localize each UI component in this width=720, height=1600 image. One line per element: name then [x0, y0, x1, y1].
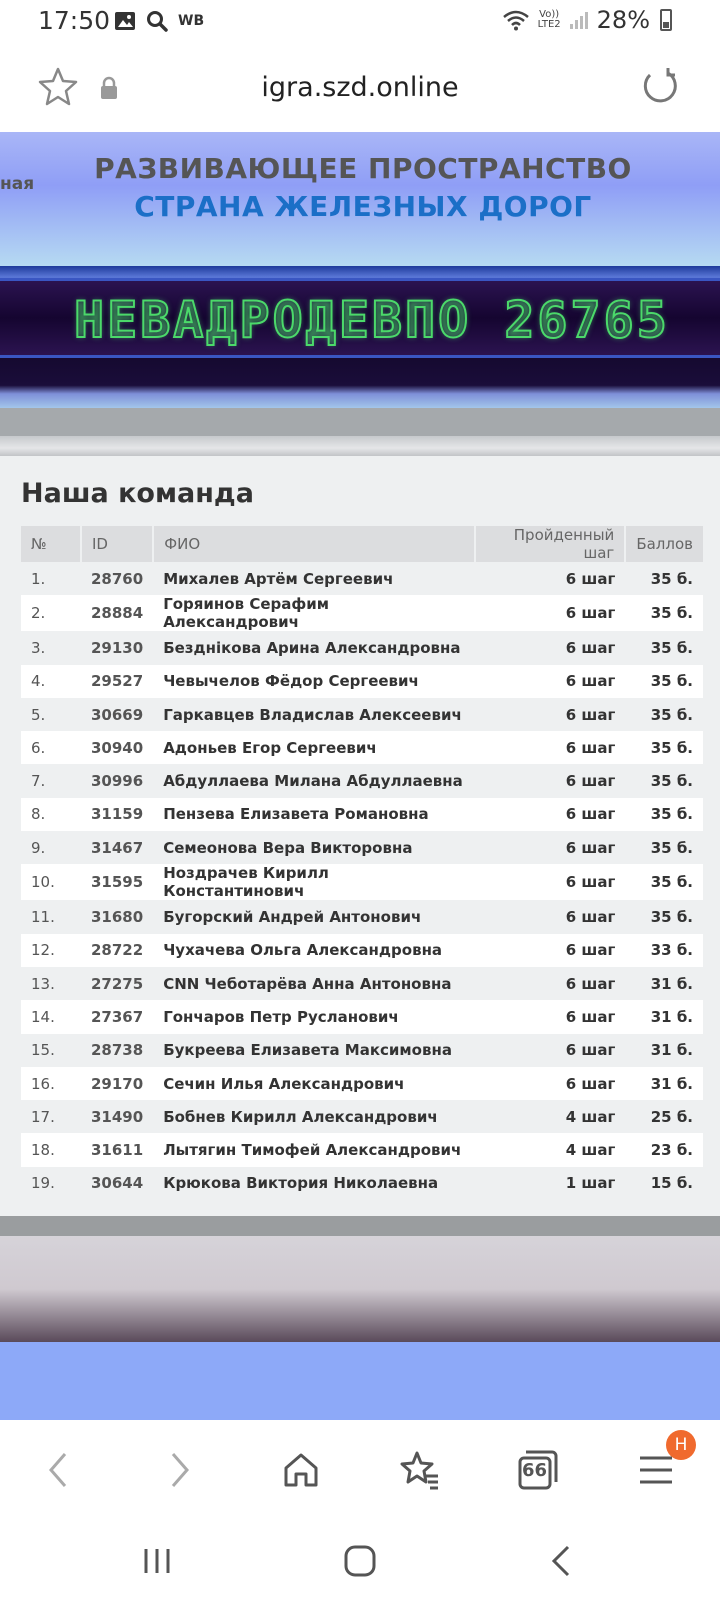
- cell-score: 35 б.: [625, 864, 703, 900]
- cell-score: 35 б.: [625, 731, 703, 764]
- cell-step: 6 шаг: [475, 934, 625, 967]
- search-icon: [146, 10, 168, 32]
- cell-num: 7.: [21, 764, 81, 797]
- cell-step: 6 шаг: [475, 698, 625, 731]
- cell-id: 30669: [81, 698, 153, 731]
- cell-id: 31680: [81, 900, 153, 933]
- cell-score: 33 б.: [625, 934, 703, 967]
- cell-name: Адоньев Егор Сергеевич: [153, 731, 475, 764]
- favorites-button[interactable]: [394, 1444, 446, 1496]
- cell-score: 35 б.: [625, 698, 703, 731]
- cell-num: 18.: [21, 1133, 81, 1166]
- cell-num: 10.: [21, 864, 81, 900]
- gallery-icon: [114, 11, 136, 31]
- cell-name: Горяинов Серафим Александрович: [153, 595, 475, 631]
- cell-step: 6 шаг: [475, 764, 625, 797]
- cell-score: 35 б.: [625, 798, 703, 831]
- footer-blue-area: [0, 1342, 720, 1420]
- footer-band: [0, 1216, 720, 1236]
- table-row: [21, 864, 703, 900]
- menu-button[interactable]: [630, 1435, 688, 1496]
- cell-score: 31 б.: [625, 967, 703, 1000]
- cell-step: 6 шаг: [475, 864, 625, 900]
- cell-step: 6 шаг: [475, 900, 625, 933]
- cell-id: 30996: [81, 764, 153, 797]
- chevron-left-icon: [43, 1450, 73, 1490]
- table-row: [21, 1000, 703, 1033]
- browser-toolbar: [0, 1420, 720, 1520]
- table-header-row: [21, 526, 703, 562]
- tabs-button[interactable]: [512, 1444, 564, 1496]
- table-row: [21, 1133, 703, 1166]
- home-button[interactable]: [275, 1444, 327, 1496]
- cell-score: 35 б.: [625, 900, 703, 933]
- cell-step: 6 шаг: [475, 798, 625, 831]
- home-nav-button[interactable]: [335, 1536, 385, 1586]
- cell-step: 6 шаг: [475, 1034, 625, 1067]
- table-row: [21, 967, 703, 1000]
- team-table-body: [21, 562, 703, 1200]
- cell-name: Бобнев Кирилл Александрович: [153, 1100, 475, 1133]
- cell-name: Абдуллаева Милана Абдуллаевна: [153, 764, 475, 797]
- table-row: [21, 562, 703, 595]
- cell-id: 31611: [81, 1133, 153, 1166]
- table-row: [21, 1067, 703, 1100]
- cell-step: 6 шаг: [475, 562, 625, 595]
- cell-name: Чевычелов Фёдор Сергеевич: [153, 665, 475, 698]
- cell-num: 19.: [21, 1167, 81, 1200]
- cell-score: 35 б.: [625, 631, 703, 664]
- cell-step: 6 шаг: [475, 1000, 625, 1033]
- cell-score: 35 б.: [625, 562, 703, 595]
- team-table: [21, 526, 703, 1200]
- header-title-line1: РАЗВИВАЮЩЕЕ ПРОСТРАНСТВО: [94, 152, 632, 185]
- table-row: [21, 665, 703, 698]
- cell-id: 27367: [81, 1000, 153, 1033]
- cell-name: Лытягин Тимофей Александрович: [153, 1133, 475, 1166]
- cell-score: 35 б.: [625, 831, 703, 864]
- cell-num: 13.: [21, 967, 81, 1000]
- cell-score: 31 б.: [625, 1034, 703, 1067]
- cell-name: Ноздрачев Кирилл Константинович: [153, 864, 475, 900]
- header-side-text: ная: [0, 174, 35, 194]
- back-nav-button[interactable]: [536, 1536, 586, 1586]
- wifi-icon: [502, 9, 530, 31]
- col-name-header: ФИО: [153, 526, 475, 562]
- status-wb-label: WB: [178, 13, 205, 29]
- cell-name: Семеонова Вера Викторовна: [153, 831, 475, 864]
- cell-id: 28738: [81, 1034, 153, 1067]
- cell-id: 27275: [81, 967, 153, 1000]
- menu-badge: H: [666, 1430, 696, 1460]
- table-row: [21, 798, 703, 831]
- recent-apps-icon: [142, 1546, 172, 1576]
- cell-step: 6 шаг: [475, 831, 625, 864]
- status-system-icons: [502, 6, 672, 34]
- section-title: Наша команда: [21, 478, 254, 509]
- table-row: [21, 934, 703, 967]
- back-button[interactable]: [32, 1444, 84, 1496]
- cell-num: 4.: [21, 665, 81, 698]
- home-icon: [281, 1450, 321, 1490]
- cell-id: 30644: [81, 1167, 153, 1200]
- cell-id: 29130: [81, 631, 153, 664]
- cell-num: 2.: [21, 595, 81, 631]
- cell-name: CNN Чеботарёва Анна Антоновна: [153, 967, 475, 1000]
- table-row: [21, 731, 703, 764]
- cell-step: 1 шаг: [475, 1167, 625, 1200]
- table-row: [21, 831, 703, 864]
- cell-name: Чухачева Ольга Александровна: [153, 934, 475, 967]
- cell-name: Крюкова Виктория Николаевна: [153, 1167, 475, 1200]
- col-id-header: ID: [81, 526, 153, 562]
- header-title-line2: СТРАНА ЖЕЛЕЗНЫХ ДОРОГ: [134, 190, 592, 223]
- cell-num: 12.: [21, 934, 81, 967]
- cell-score: 35 б.: [625, 764, 703, 797]
- tab-count: 66: [522, 1460, 548, 1481]
- ticker-banner: [0, 266, 720, 408]
- cell-score: 15 б.: [625, 1167, 703, 1200]
- status-time: 17:50: [38, 6, 111, 35]
- cell-score: 31 б.: [625, 1000, 703, 1033]
- status-bar: [0, 0, 720, 44]
- team-section: [0, 456, 720, 1216]
- table-row: [21, 1167, 703, 1200]
- cell-num: 17.: [21, 1100, 81, 1133]
- cell-score: 23 б.: [625, 1133, 703, 1166]
- browser-address-bar: [0, 44, 720, 132]
- cell-name: Гаркавцев Владислав Алексеевич: [153, 698, 475, 731]
- cell-name: Бугорский Андрей Антонович: [153, 900, 475, 933]
- cell-id: 28722: [81, 934, 153, 967]
- table-row: [21, 764, 703, 797]
- star-list-icon: [400, 1450, 440, 1490]
- cell-id: 31159: [81, 798, 153, 831]
- battery-percent: 28%: [596, 6, 650, 34]
- cell-step: 6 шаг: [475, 1067, 625, 1100]
- cell-step: 6 шаг: [475, 731, 625, 764]
- signal-icon: [569, 10, 589, 30]
- table-row: [21, 698, 703, 731]
- cell-step: 6 шаг: [475, 631, 625, 664]
- col-score-header: Баллов: [625, 526, 703, 562]
- cell-num: 6.: [21, 731, 81, 764]
- cell-id: 28760: [81, 562, 153, 595]
- reload-icon[interactable]: [640, 66, 680, 106]
- battery-icon: [660, 9, 672, 31]
- cell-num: 5.: [21, 698, 81, 731]
- table-row: [21, 1100, 703, 1133]
- col-num-header: №: [21, 526, 81, 562]
- cell-name: Безднікова Арина Александровна: [153, 631, 475, 664]
- home-square-icon: [343, 1544, 377, 1578]
- cell-step: 6 шаг: [475, 967, 625, 1000]
- cell-num: 11.: [21, 900, 81, 933]
- hamburger-icon: [638, 1454, 674, 1486]
- cell-num: 15.: [21, 1034, 81, 1067]
- lte-indicator: Vo)) LTE2: [537, 9, 561, 30]
- table-row: [21, 1034, 703, 1067]
- table-row: [21, 595, 703, 631]
- forward-button[interactable]: [154, 1444, 206, 1496]
- table-row: [21, 631, 703, 664]
- cell-id: 29527: [81, 665, 153, 698]
- system-nav-bar: [0, 1520, 720, 1600]
- cell-num: 3.: [21, 631, 81, 664]
- cell-name: Сечин Илья Александрович: [153, 1067, 475, 1100]
- cell-name: Пензева Елизавета Романовна: [153, 798, 475, 831]
- cell-num: 8.: [21, 798, 81, 831]
- table-row: [21, 900, 703, 933]
- cell-step: 6 шаг: [475, 665, 625, 698]
- status-notification-icons: [114, 10, 204, 32]
- cell-name: Михалев Артём Сергеевич: [153, 562, 475, 595]
- cell-id: 29170: [81, 1067, 153, 1100]
- cell-step: 6 шаг: [475, 595, 625, 631]
- cell-name: Букреева Елизавета Максимовна: [153, 1034, 475, 1067]
- cell-score: 25 б.: [625, 1100, 703, 1133]
- cell-step: 4 шаг: [475, 1100, 625, 1133]
- site-header: [0, 132, 720, 266]
- cell-num: 16.: [21, 1067, 81, 1100]
- back-arrow-icon: [548, 1544, 574, 1578]
- col-step-header: Пройденный шаг: [475, 526, 625, 562]
- cell-num: 1.: [21, 562, 81, 595]
- cell-id: 28884: [81, 595, 153, 631]
- cell-id: 30940: [81, 731, 153, 764]
- cell-score: 35 б.: [625, 665, 703, 698]
- cell-id: 31490: [81, 1100, 153, 1133]
- cell-score: 35 б.: [625, 595, 703, 631]
- cell-step: 4 шаг: [475, 1133, 625, 1166]
- led-ticker: [0, 278, 720, 358]
- cell-score: 31 б.: [625, 1067, 703, 1100]
- cell-id: 31595: [81, 864, 153, 900]
- footer-gradient: [0, 1236, 720, 1342]
- recent-apps-button[interactable]: [132, 1536, 182, 1586]
- cell-num: 14.: [21, 1000, 81, 1033]
- chevron-right-icon: [165, 1450, 195, 1490]
- cell-num: 9.: [21, 831, 81, 864]
- url-text[interactable]: igra.szd.online: [261, 72, 459, 103]
- ticker-text: НЕВАДРОДЕВПО 26765: [74, 291, 670, 349]
- cell-name: Гончаров Петр Русланович: [153, 1000, 475, 1033]
- separator-band-light: [0, 436, 720, 456]
- cell-id: 31467: [81, 831, 153, 864]
